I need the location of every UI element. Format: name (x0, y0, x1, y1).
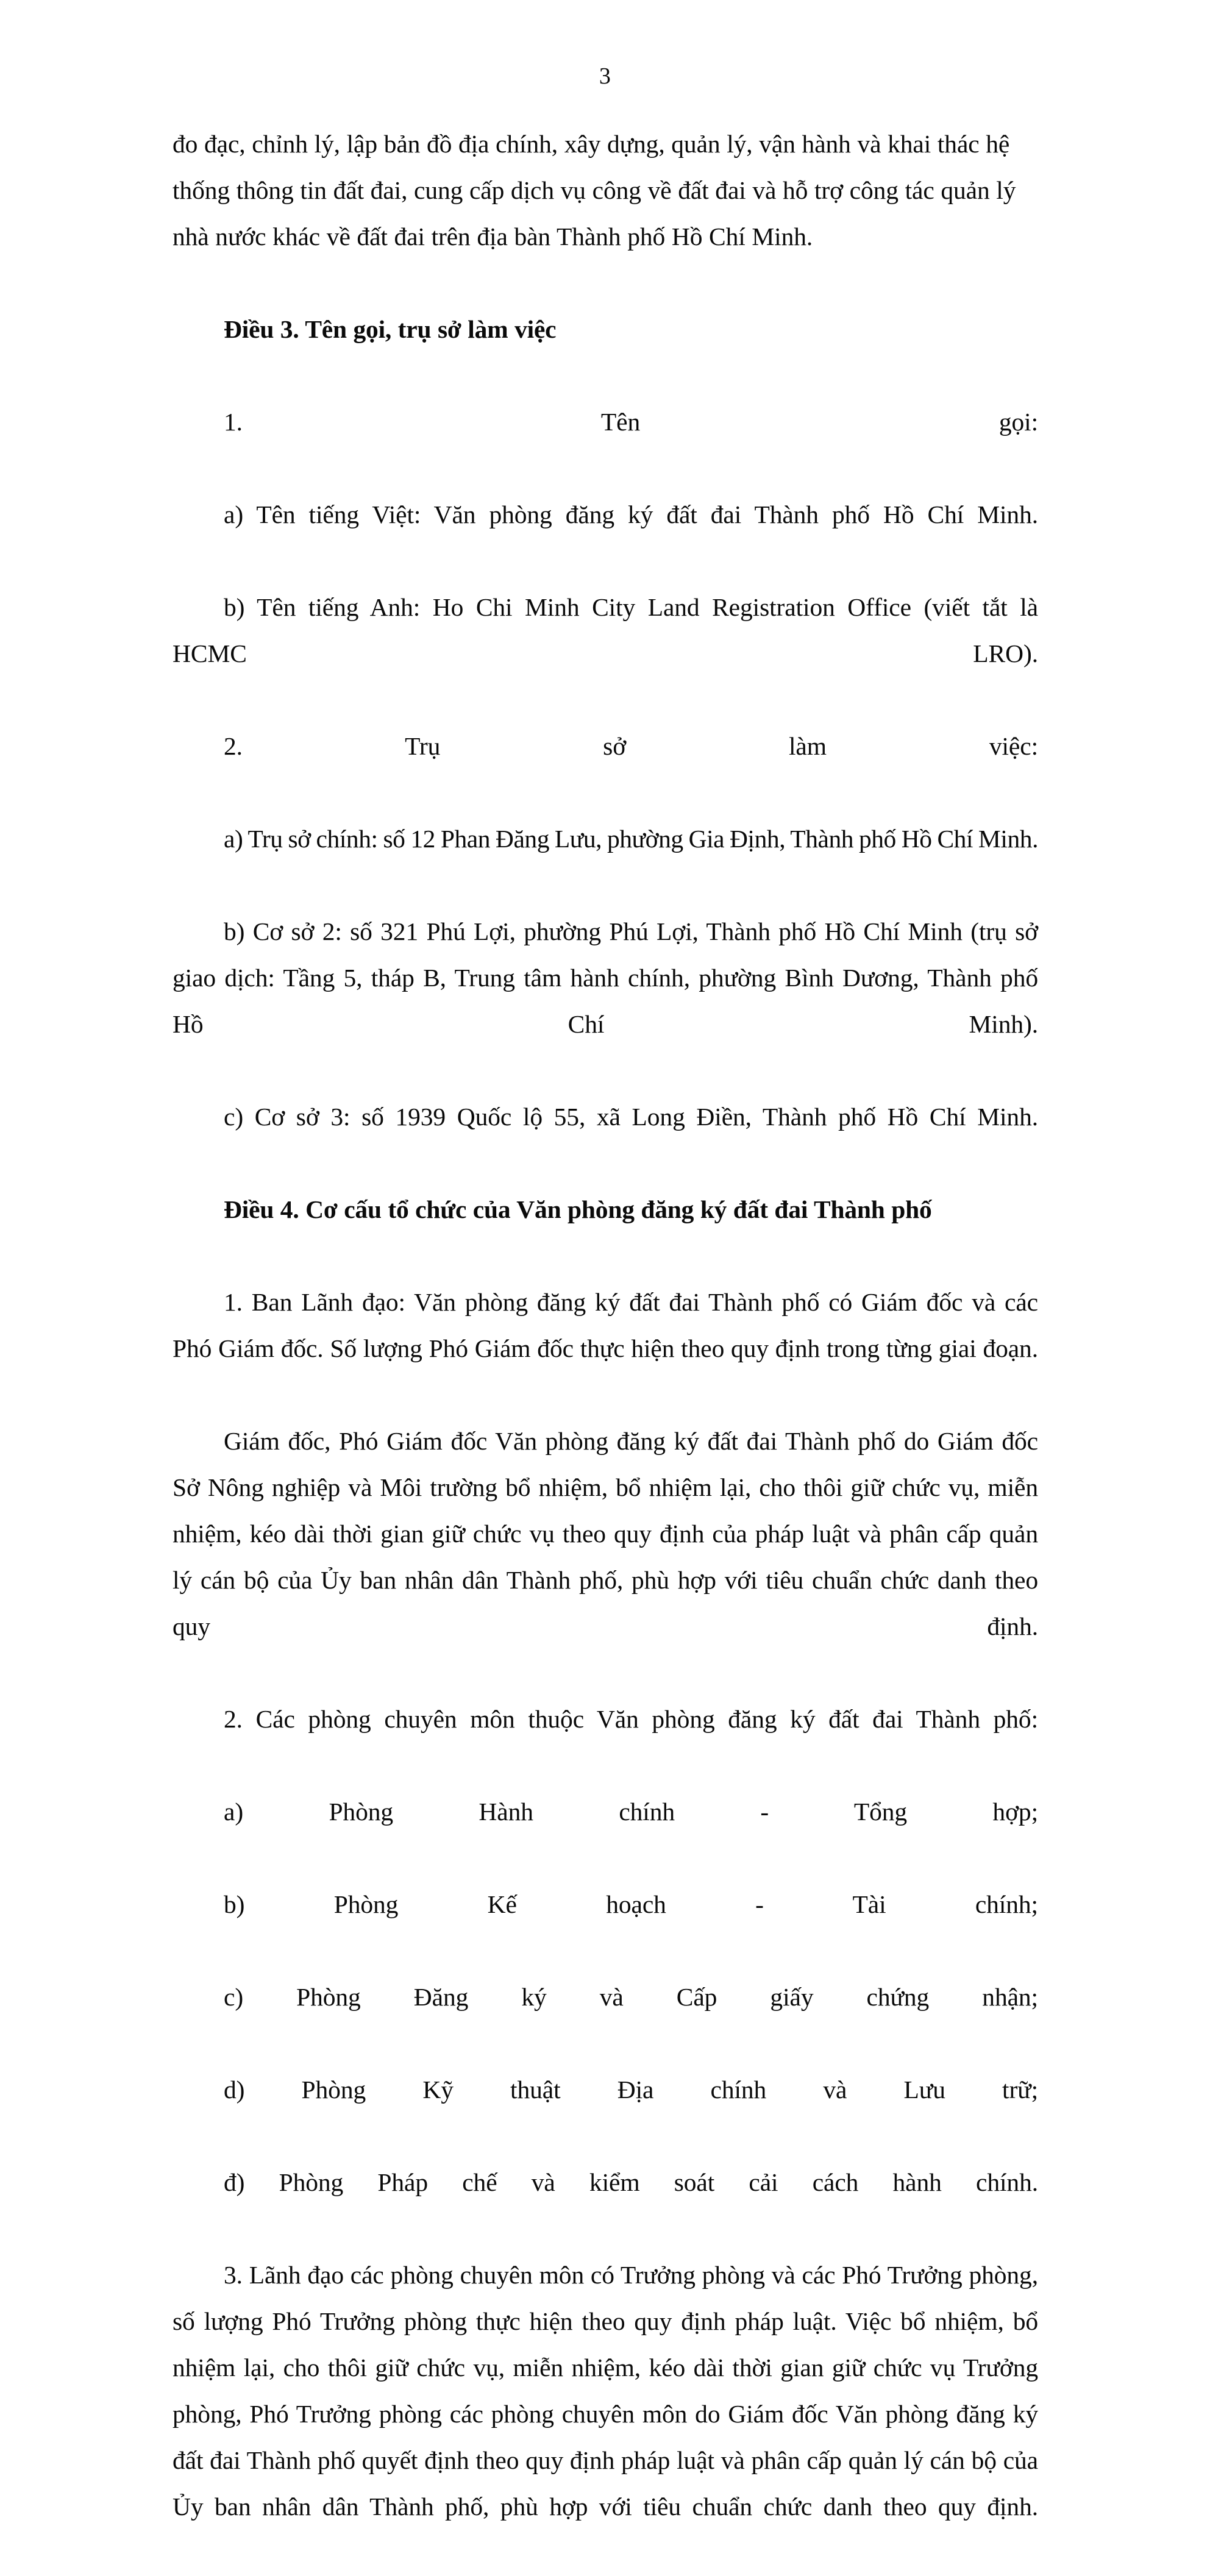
article4-item-2: 2. Các phòng chuyên môn thuộc Văn phòng đăng ký đất đai Thành phố: (224, 1705, 1038, 1733)
article4-item-3: 3. Lãnh đạo các phòng chuyên môn có Trưởng phòng và các Phó Trưởng phòng, số lượng Phó Trưởng phòng thực hiện theo quy định pháp luật. Việc bổ nhiệm, bổ nhiệm lại, cho thôi giữ chức vụ, miễn nhiệm, kéo dài thời gian giữ chức vụ Trưởng phòng, Phó Trưởng phòng các phòng chuyên môn do Giám đốc Văn phòng đăng ký đất đai Thành phố quyết định theo quy định pháp luật và phân cấp quản lý cán bộ của Ủy ban nhân dân Thành phố, phù hợp với tiêu chuẩn chức danh theo quy định. (173, 2261, 1038, 2521)
article3-item-2a: a) Trụ sở chính: số 12 Phan Đăng Lưu, phường Gia Định, Thành phố Hồ Chí Minh. (224, 825, 1038, 853)
heading-dieu-4: Điều 4. Cơ cấu tổ chức của Văn phòng đăng ký đất đai Thành phố (224, 1195, 932, 1223)
article3-item-2c: c) Cơ sở 3: số 1939 Quốc lộ 55, xã Long Điền, Thành phố Hồ Chí Minh. (224, 1103, 1038, 1131)
article4-item-2dd: đ) Phòng Pháp chế và kiểm soát cải cách hành chính. (224, 2168, 1038, 2196)
article3-item-2b: b) Cơ sở 2: số 321 Phú Lợi, phường Phú Lợi, Thành phố Hồ Chí Minh (trụ sở giao dịch: Tầng 5, tháp B, Trung tâm hành chính, phường Bình Dương, Thành phố Hồ Chí Minh). (173, 917, 1038, 1038)
article4-item-1-paragraph-2: Giám đốc, Phó Giám đốc Văn phòng đăng ký đất đai Thành phố do Giám đốc Sở Nông nghiệp và Môi trường bổ nhiệm, bổ nhiệm lại, cho thôi giữ chức vụ, miễn nhiệm, kéo dài thời gian giữ chức vụ theo quy định của pháp luật và phân cấp quản lý cán bộ của Ủy ban nhân dân Thành phố, phù hợp với tiêu chuẩn chức danh theo quy định. (173, 1427, 1038, 1640)
heading-dieu-3: Điều 3. Tên gọi, trụ sở làm việc (224, 315, 557, 343)
page-number: 3 (599, 63, 611, 89)
article4-item-2a: a) Phòng Hành chính - Tổng hợp; (224, 1798, 1038, 1826)
article3-item-1b: b) Tên tiếng Anh: Ho Chi Minh City Land Registration Office (viết tắt là HCMC LRO). (173, 593, 1038, 667)
article3-item-1: 1. Tên gọi: (224, 408, 1038, 436)
article4-item-2b: b) Phòng Kế hoạch - Tài chính; (224, 1890, 1038, 1918)
article4-item-1: 1. Ban Lãnh đạo: Văn phòng đăng ký đất đai Thành phố có Giám đốc và các Phó Giám đốc. Số lượng Phó Giám đốc thực hiện theo quy định trong từng giai đoạn. (173, 1288, 1038, 1362)
article3-item-1a: a) Tên tiếng Việt: Văn phòng đăng ký đất đai Thành phố Hồ Chí Minh. (224, 500, 1038, 528)
article4-item-2c: c) Phòng Đăng ký và Cấp giấy chứng nhận; (224, 1983, 1038, 2011)
article4-item-2d: d) Phòng Kỹ thuật Địa chính và Lưu trữ; (224, 2076, 1038, 2104)
page-body (173, 121, 1038, 2576)
article3-item-2: 2. Trụ sở làm việc: (224, 732, 1038, 760)
paragraph-continued: đo đạc, chỉnh lý, lập bản đồ địa chính, xây dựng, quản lý, vận hành và khai thác hệ thống thông tin đất đai, cung cấp dịch vụ công về đất đai và hỗ trợ công tác quản lý nhà nước khác về đất đai trên địa bàn Thành phố Hồ Chí Minh. (173, 130, 1016, 251)
